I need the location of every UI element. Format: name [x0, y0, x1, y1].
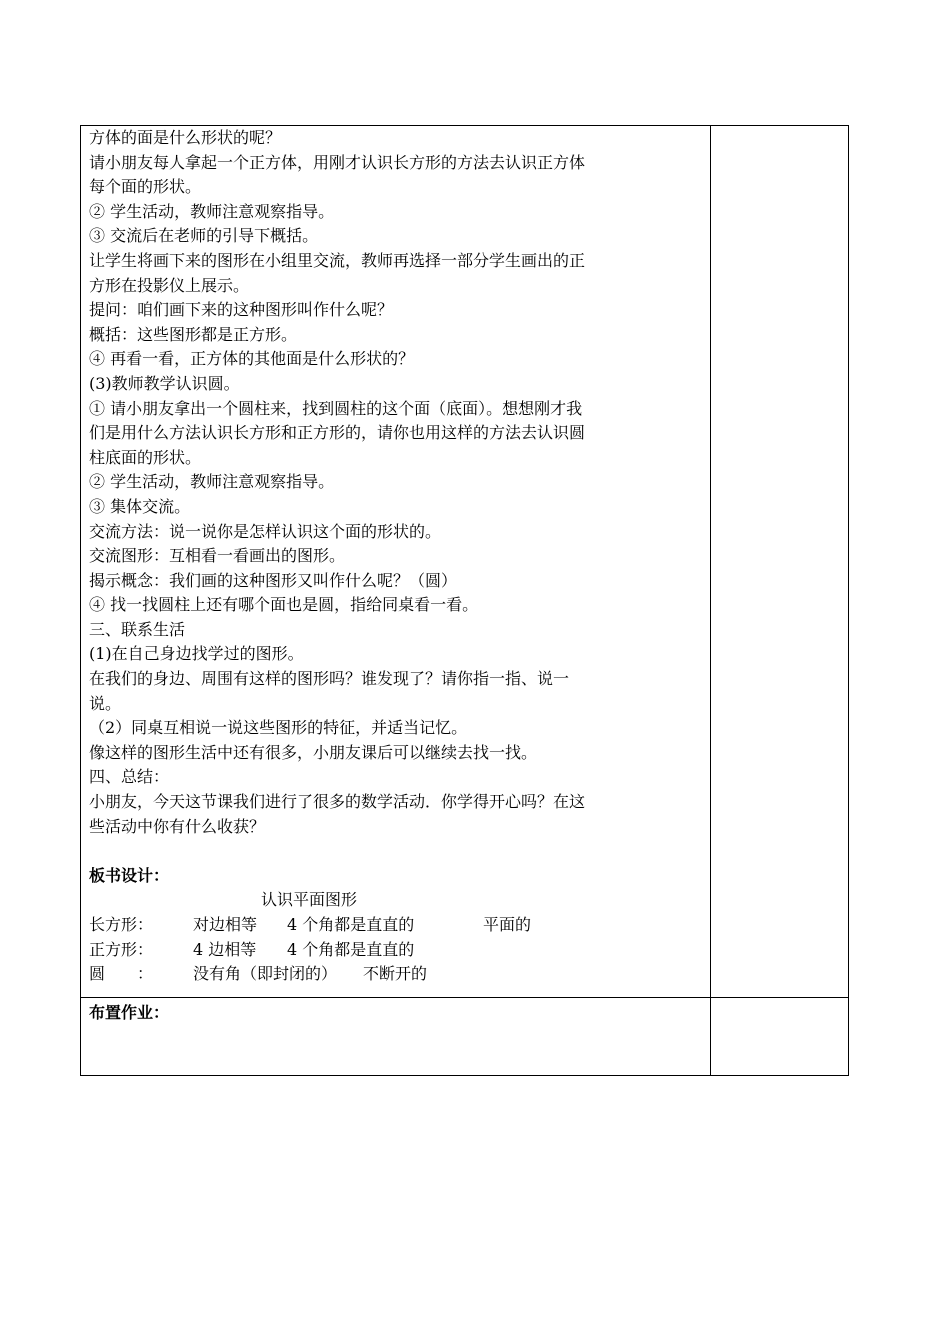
column-divider: [710, 126, 711, 1075]
board-title: 认识平面图形: [261, 890, 358, 910]
board-row-property: 4 个角都是直直的: [287, 915, 415, 934]
lesson-line: (1)在自己身边找学过的图形。: [89, 644, 304, 664]
lesson-line: 像这样的图形生活中还有很多，小朋友课后可以继续去找一找。: [89, 742, 538, 762]
board-row-label: 正方形：: [89, 939, 154, 959]
homework-heading: 布置作业：: [89, 1003, 170, 1022]
lesson-line: 概括：这些图形都是正方形。: [89, 324, 298, 344]
lesson-line: 交流图形：互相看一看画出的图形。: [89, 546, 346, 566]
lesson-line: ② 学生活动，教师注意观察指导。: [89, 201, 335, 221]
lesson-line: 方形在投影仪上展示。: [89, 275, 250, 295]
lesson-line: 请小朋友每人拿起一个正方体，用刚才认识长方形的方法去认识正方体: [89, 152, 586, 172]
lesson-line: 说。: [89, 693, 122, 713]
lesson-line: 交流方法：说一说你是怎样认识这个面的形状的。: [89, 521, 442, 541]
lesson-line: 三、联系生活: [89, 619, 186, 639]
lesson-line: 小朋友，今天这节课我们进行了很多的数学活动．你学得开心吗？在这: [89, 792, 586, 812]
lesson-line: （2）同桌互相说一说这些图形的特征，并适当记忆。: [89, 718, 468, 738]
lesson-text-block: [89, 126, 704, 839]
row-divider: [81, 997, 848, 998]
lesson-line: ③ 交流后在老师的引导下概括。: [89, 226, 319, 246]
board-row-property: 对边相等: [193, 915, 258, 934]
blank-line: [89, 839, 704, 864]
board-row-label: 长方形：: [89, 915, 154, 934]
board-design-heading: 板书设计：: [89, 865, 170, 885]
board-row-property: 不断开的: [363, 964, 428, 984]
lesson-line: ④ 再看一看，正方体的其他面是什么形状的？: [89, 349, 415, 369]
board-row-property: 4 边相等: [193, 939, 257, 959]
lesson-line: ② 学生活动，教师注意观察指导。: [89, 472, 335, 492]
lesson-line: 方体的面是什么形状的呢？: [89, 128, 282, 147]
board-row: [89, 938, 704, 963]
lesson-line: ④ 找一找圆柱上还有哪个面也是圆，指给同桌看一看。: [89, 595, 479, 615]
lesson-line: 柱底面的形状。: [89, 447, 202, 467]
lesson-line: (3)教师教学认识圆。: [89, 373, 240, 393]
lesson-line: ① 请小朋友拿出一个圆柱来，找到圆柱的这个面（底面）。想想刚才我: [89, 398, 583, 418]
board-row-property: 4 个角都是直直的: [287, 939, 415, 959]
lesson-content-cell: [89, 126, 704, 987]
lesson-plan-table: [80, 125, 849, 1076]
homework-cell: [89, 1001, 704, 1026]
board-row-property: 平面的: [483, 915, 532, 934]
lesson-line: 在我们的身边、周围有这样的图形吗？谁发现了？请你指一指、说一: [89, 669, 570, 689]
board-row-label: 圆 ：: [89, 964, 154, 984]
lesson-line: 每个面的形状。: [89, 177, 202, 197]
lesson-line: 们是用什么方法认识长方形和正方形的，请你也用这样的方法去认识圆: [89, 423, 586, 443]
lesson-line: ③ 集体交流。: [89, 496, 191, 516]
lesson-line: 让学生将画下来的图形在小组里交流，教师再选择一部分学生画出的正: [89, 250, 586, 270]
board-row: [89, 962, 704, 987]
lesson-line: 四、总结：: [89, 767, 170, 787]
board-row: [89, 913, 704, 938]
lesson-line: 揭示概念：我们画的这种图形又叫作什么呢？（圆）: [89, 570, 458, 590]
board-row-property: 没有角（即封闭的）: [193, 964, 338, 984]
lesson-line: 提问：咱们画下来的这种图形叫作什么呢？: [89, 300, 394, 320]
lesson-line: 些活动中你有什么收获？: [89, 816, 266, 836]
